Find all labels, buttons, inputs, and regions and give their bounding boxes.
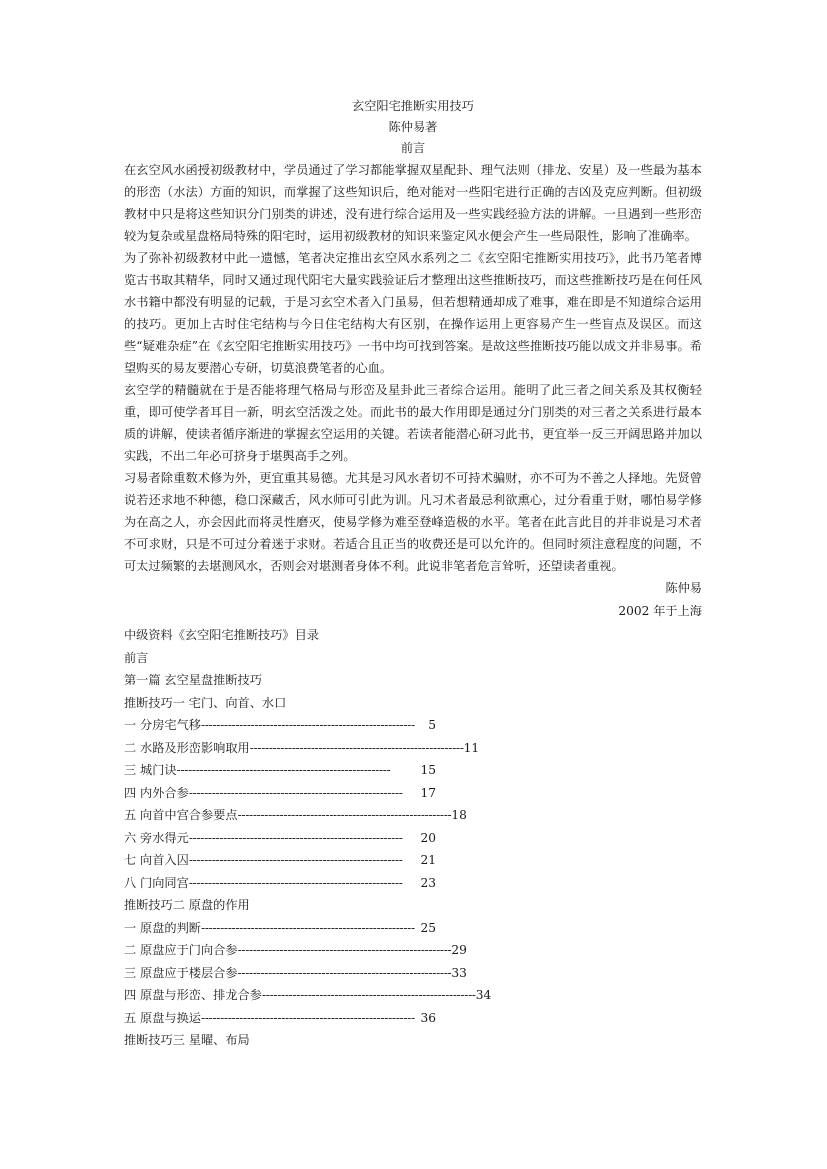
toc-entry-page: 21: [420, 853, 436, 867]
toc-chapter-2: 推断技巧二 原盘的作用: [124, 898, 250, 912]
toc-entry-leader: --------------------------------------------------------: [237, 808, 452, 822]
toc-entry-label: 四 内外合参: [124, 785, 189, 800]
preface-paragraph-1: 在玄空风水函授初级教材中，学员通过了学习都能掌握双星配卦、理气法则（排龙、安星）及一些最为基本的形峦（水法）方面的知识，而掌握了这些知识后，绝对能对一些阳宅进行正确的吉凶及克应判断。但初级教材中只是将这些知识分门别类的讲述，没有进行综合运用及一些实践经验方法的讲解。一旦遇到一些形峦较为复杂或星盘格局特殊的阳宅时，运用初级教材的知识来鉴定风水便会产生一些局限性，影响了准确率。: [124, 163, 702, 243]
table-of-contents: [124, 624, 702, 1052]
toc-entry-leader: --------------------------------------------------------: [188, 785, 403, 800]
toc-entry-page: 29: [451, 943, 467, 957]
toc-entry: [124, 782, 436, 805]
toc-entry-leader: --------------------------------------------------------: [261, 988, 476, 1002]
document-author: 陈仲易著: [388, 120, 438, 134]
toc-entry-page: 11: [463, 740, 480, 755]
toc-entry-label: 二 水路及形峦影响取用: [124, 740, 250, 755]
toc-entry-label: 五 向首中宫合参要点: [124, 808, 238, 822]
toc-entry: [124, 714, 436, 737]
toc-entry-page: 34: [475, 988, 492, 1002]
toc-part-1: 第一篇 玄空星盘推断技巧: [124, 673, 262, 687]
toc-entry-label: 一 分房宅气移: [124, 718, 201, 732]
toc-chapter-3: 推断技巧三 星曜、布局: [124, 1033, 250, 1047]
toc-entry-label: 七 向首入囚: [124, 853, 189, 867]
toc-entry-leader: --------------------------------------------------------: [249, 740, 464, 755]
toc-entry-label: 五 原盘与换运: [124, 1010, 201, 1025]
preface-signature: 陈仲易: [665, 581, 702, 595]
preface-paragraph-3: 玄空学的精髓就在于是否能将理气格局与形峦及星卦此三者综合运用。能明了此三者之间关系及其权衡轻重，即可使学者耳目一新，明玄空活泼之处。而此书的最大作用即是通过分门别类的对三者之关系进行最本质的讲解，使读者循序渐进的掌握玄空运用的关键。若读者能潜心研习此书，更宜举一反三开阔思路并加以实践，不出二年必可挤身于堪舆高手之列。: [124, 383, 702, 463]
document-page: [124, 96, 702, 1052]
toc-entry: [124, 872, 436, 895]
toc-entry-leader: --------------------------------------------------------: [201, 718, 415, 732]
toc-entry: [124, 984, 492, 1007]
toc-entry-leader: --------------------------------------------------------: [237, 965, 452, 980]
toc-heading: 中级资料《玄空阳宅推断技巧》目录: [124, 628, 319, 642]
toc-entry: [124, 759, 436, 782]
preface-paragraph-4: 习易者除重数术修为外，更宜重其易德。尤其是习风水者切不可持术骗财，亦不可为不善之人择地。先贤曾说若还求地不种德，稳口深藏舌，风水师可引此为训。凡习术者最忌利欲熏心，过分看重于财，哪怕易学修为在高之人，亦会因此而将灵性磨灭，使易学修为难至登峰造极的水平。笔者在此言此目的并非说是习术者不可求财，只是不可过分着迷于求财。若适合且正当的收费还是可以允许的。但同时须注意程度的问题，不可太过频繁的去堪测风水，否则会对堪测者身体不利。此说非笔者危言耸听，还望读者重视。: [124, 471, 702, 573]
toc-entry-page: 33: [451, 965, 467, 980]
toc-entry: [124, 962, 467, 985]
toc-entry-page: 17: [420, 785, 436, 800]
toc-entry: [124, 939, 467, 962]
toc-entry-label: 二 原盘应于门向合参: [124, 943, 238, 957]
toc-entry-leader: --------------------------------------------------------: [201, 1010, 415, 1025]
toc-entry-leader: --------------------------------------------------------: [176, 763, 391, 777]
toc-entry-label: 三 城门诀: [124, 763, 177, 777]
preface-heading: 前言: [400, 141, 426, 155]
toc-entry-page: 36: [420, 1010, 436, 1025]
toc-entry-page: 23: [420, 875, 436, 890]
toc-entry-leader: --------------------------------------------------------: [188, 830, 403, 845]
toc-preface: 前言: [124, 650, 149, 665]
preface-paragraph-2: 为了弥补初级教材中此一遗憾，笔者决定推出玄空风水系列之二《玄空阳宅推断实用技巧》，此书乃笔者博览古书取其精华，同时又通过现代阳宅大量实践验证后才整理出这些推断技巧，而这些推断技巧是在何任风水书籍中都没有明显的记载，于是习玄空术者入门虽易，但若想精通却成了难事，难在即是不知道综合运用的技巧。更加上古时住宅结构与今日住宅结构大有区别，在操作运用上更容易产生一些盲点及误区。而这些“疑难杂症”在《玄空阳宅推断实用技巧》一书中均可找到答案。是故这些推断技巧能以成文并非易事。希望购买的易友要潜心专研，切莫浪费笔者的心血。: [124, 251, 702, 375]
toc-entry-page: 25: [420, 920, 436, 935]
toc-entry: [124, 917, 436, 940]
preface-date: 2002 年于上海: [618, 603, 702, 618]
toc-entry: [124, 849, 436, 872]
toc-entry-page: 18: [451, 808, 467, 822]
toc-entry-page: 20: [420, 830, 436, 845]
toc-entry-label: 四 原盘与形峦、排龙合参: [124, 988, 262, 1002]
toc-entry-page: 5: [428, 718, 436, 732]
toc-entry: [124, 827, 436, 850]
toc-entry-label: 六 旁水得元: [124, 830, 189, 845]
toc-entry-leader: --------------------------------------------------------: [188, 875, 403, 890]
toc-entry-leader: --------------------------------------------------------: [201, 920, 415, 935]
toc-entry-label: 一 原盘的判断: [124, 920, 201, 935]
toc-entry-leader: --------------------------------------------------------: [188, 853, 403, 867]
toc-entry-page: 15: [420, 763, 436, 777]
toc-entry: [124, 1007, 436, 1030]
toc-entry-leader: --------------------------------------------------------: [237, 943, 452, 957]
toc-entry: [124, 737, 480, 760]
toc-entry: [124, 804, 467, 827]
toc-entry-label: 八 门向同宫: [124, 875, 189, 890]
toc-entry-label: 三 原盘应于楼层合参: [124, 965, 238, 980]
toc-chapter-1: 推断技巧一 宅门、向首、水口: [124, 695, 287, 710]
document-title: 玄空阳宅推断实用技巧: [352, 99, 474, 113]
